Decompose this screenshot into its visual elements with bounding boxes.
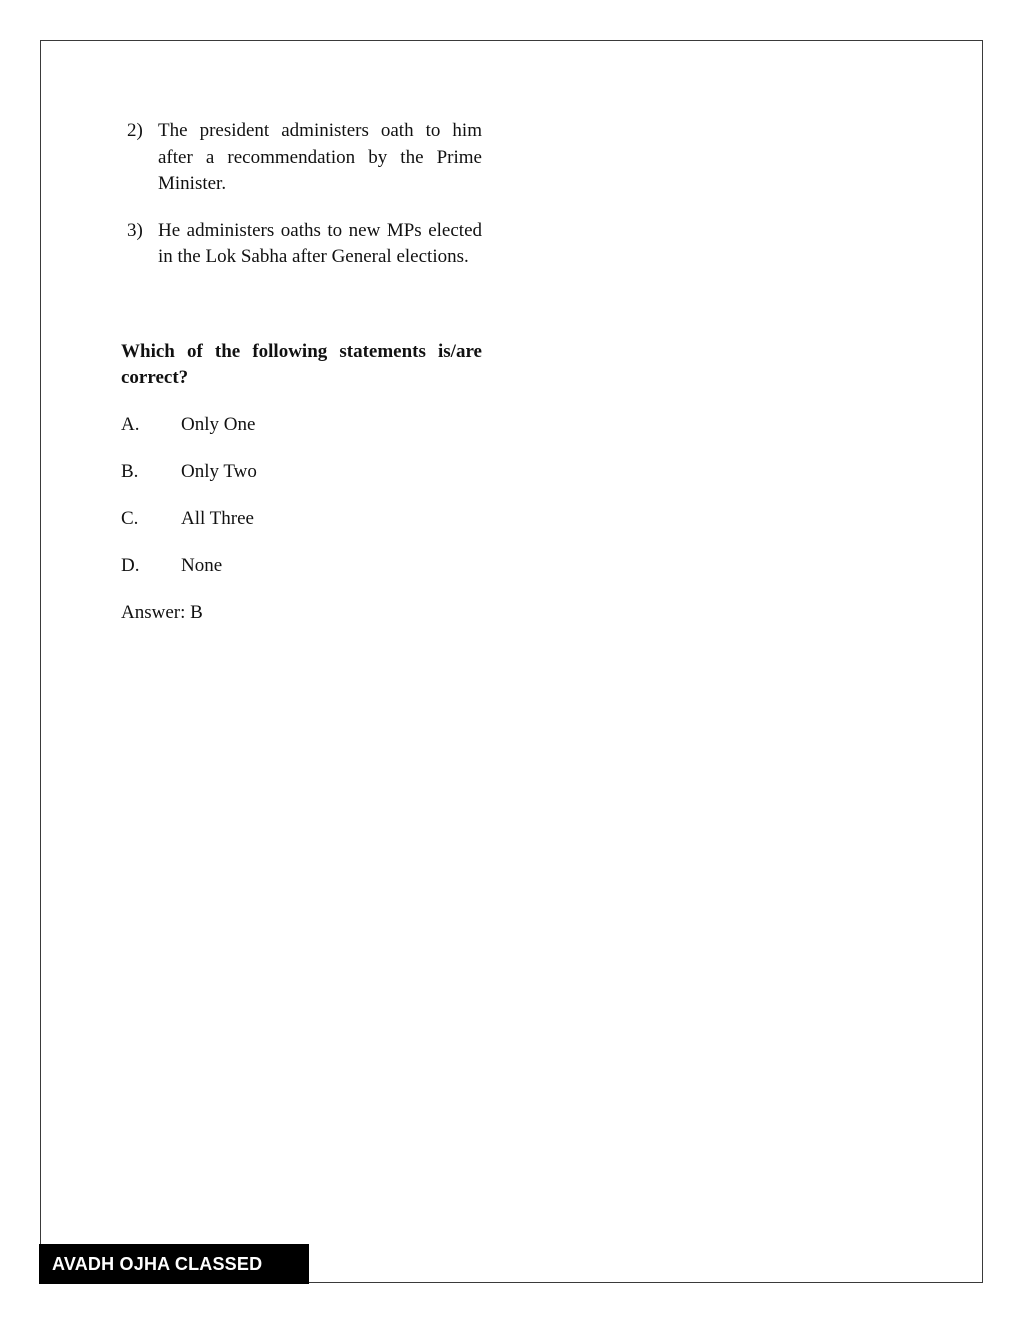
statement-number: 3) [127,219,143,241]
option-d [121,553,482,580]
answer-text: Answer: B [121,601,203,623]
option-text: None [181,554,223,576]
statement-2 [121,118,482,198]
option-letter: A. [121,413,140,435]
option-letter: C. [121,507,139,529]
statement-text: The president administers oath to him after a recommendation by the Prime Minister. [158,120,482,194]
option-text: Only One [181,413,256,435]
statement-number: 2) [127,120,143,141]
option-text: Only Two [181,460,257,482]
statement-text: He administers oaths to new MPs elected in the Lok Sabha after General elections. [158,219,482,267]
option-a [121,412,482,439]
question-prompt: Which of the following statements is/are correct? [121,340,482,388]
footer-brand-banner: AVADH OJHA CLASSED [39,1244,309,1284]
option-c [121,506,482,533]
statement-3 [121,218,482,271]
option-text: All Three [181,507,254,529]
option-b [121,459,482,486]
option-letter: B. [121,460,139,482]
option-letter: D. [121,554,140,576]
question-block [121,118,482,626]
options-list [121,412,482,580]
